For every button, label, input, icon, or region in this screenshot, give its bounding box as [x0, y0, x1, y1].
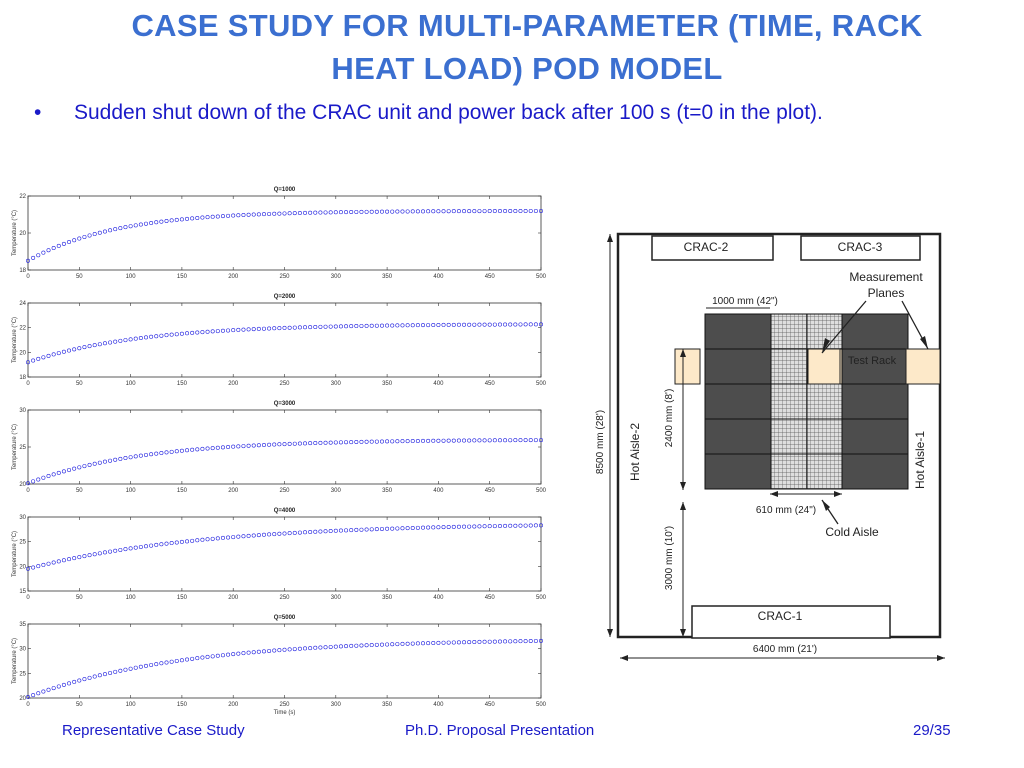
x-tick-label: 500	[535, 595, 547, 601]
y-tick-label: 25	[19, 671, 26, 678]
cold-aisle-tile	[771, 454, 807, 489]
server-rack	[705, 349, 771, 384]
x-tick-label: 300	[330, 381, 341, 387]
plot-4	[12, 508, 547, 601]
cold-aisle-tile	[807, 384, 842, 419]
x-tick-label: 50	[75, 274, 83, 280]
x-axis-label: Time (s)	[273, 710, 296, 716]
bottom-dimension: 3000 mm (10')	[664, 525, 675, 591]
x-tick-label: 100	[125, 488, 136, 494]
x-tick-label: 150	[176, 702, 187, 708]
y-tick-label: 30	[19, 646, 26, 653]
y-tick-label: 35	[19, 622, 26, 628]
data-center-layout-diagram	[590, 228, 960, 668]
x-tick-label: 0	[26, 274, 30, 280]
y-tick-label: 20	[19, 231, 26, 237]
plot-5	[12, 615, 547, 716]
height-arrow-top	[607, 234, 613, 242]
x-tick-label: 200	[228, 595, 239, 601]
y-axis-label: Temperature (°C)	[12, 423, 18, 471]
y-tick-label: 20	[19, 564, 26, 571]
y-tick-label: 18	[19, 375, 26, 381]
width-arrow-right	[937, 655, 945, 661]
x-tick-label: 150	[176, 381, 187, 387]
server-rack	[842, 314, 908, 349]
cold-aisle-tile	[771, 314, 807, 349]
title-line-1: CASE STUDY FOR MULTI-PARAMETER (TIME, RACK	[131, 8, 923, 43]
plot-title: Q=1000	[273, 187, 296, 193]
y-tick-label: 22	[19, 325, 26, 332]
bullet-dot-icon: •	[34, 101, 42, 124]
server-rack	[705, 419, 771, 454]
title-line-2: HEAT LOAD) POD MODEL	[331, 51, 723, 86]
x-tick-label: 450	[484, 274, 495, 280]
x-tick-label: 350	[382, 488, 393, 494]
y-tick-label: 20	[19, 482, 26, 488]
y-axis-label: Temperature (°C)	[12, 209, 18, 257]
x-tick-label: 100	[125, 702, 136, 708]
crac-2-label: CRAC-2	[683, 240, 729, 254]
cold-aisle-label: Cold Aisle	[825, 525, 879, 539]
x-tick-label: 350	[382, 702, 393, 708]
y-tick-label: 18	[19, 268, 26, 274]
hot-aisle-2-label: Hot Aisle-2	[628, 422, 642, 482]
x-tick-label: 0	[26, 595, 30, 601]
x-tick-label: 500	[535, 702, 547, 708]
x-tick-label: 400	[433, 274, 444, 280]
x-tick-label: 0	[26, 381, 30, 387]
crac-1-label: CRAC-1	[757, 609, 803, 623]
footer-left: Representative Case Study	[62, 722, 245, 739]
x-tick-label: 450	[484, 595, 495, 601]
x-tick-label: 300	[330, 274, 341, 280]
rack-row-dimension: 2400 mm (8')	[664, 388, 675, 448]
plot-axes-box	[28, 624, 541, 698]
width-arrow-left	[620, 655, 628, 661]
footer-center: Ph.D. Proposal Presentation	[405, 722, 595, 739]
x-tick-label: 250	[279, 595, 290, 601]
cold-aisle-dimension: 610 mm (24")	[755, 505, 817, 516]
plot-axes-box	[28, 303, 541, 377]
x-tick-label: 400	[433, 488, 444, 494]
cold-aisle-tile	[771, 419, 807, 454]
server-rack	[842, 454, 908, 489]
plot-title: Q=2000	[273, 294, 296, 300]
test-rack-cell-2	[808, 349, 840, 384]
test-rack-cell	[675, 349, 700, 384]
height-arrow-bottom	[607, 629, 613, 637]
cold-aisle-tile	[771, 349, 807, 384]
bullet-item	[34, 101, 823, 125]
x-tick-label: 200	[228, 381, 239, 387]
height-dimension: 8500 mm (28')	[595, 409, 606, 475]
measurement-label-1: Measurement	[849, 270, 923, 284]
cold-aisle-tile	[807, 419, 842, 454]
y-tick-label: 24	[19, 301, 26, 307]
y-axis-label: Temperature (°C)	[12, 316, 18, 364]
bullet-text: Sudden shut down of the CRAC unit and power back after 100 s (t=0 in the plot).	[74, 101, 823, 124]
x-tick-label: 250	[279, 702, 290, 708]
plot-2	[12, 294, 547, 387]
x-tick-label: 100	[125, 274, 136, 280]
x-tick-label: 400	[433, 595, 444, 601]
y-tick-label: 25	[19, 445, 26, 451]
x-tick-label: 450	[484, 488, 495, 494]
x-tick-label: 200	[228, 274, 239, 280]
temperature-plots	[8, 178, 548, 723]
plot-title: Q=3000	[273, 401, 296, 407]
server-rack	[705, 454, 771, 489]
x-tick-label: 250	[279, 274, 290, 280]
y-axis-label: Temperature (°C)	[12, 637, 18, 685]
cold-aisle-tile	[807, 454, 842, 489]
hot-aisle-1-label: Hot Aisle-1	[913, 430, 927, 490]
x-tick-label: 200	[228, 702, 239, 708]
x-tick-label: 150	[176, 488, 187, 494]
y-axis-label: Temperature (°C)	[12, 530, 18, 578]
x-tick-label: 250	[279, 488, 290, 494]
x-tick-label: 50	[75, 595, 83, 601]
x-tick-label: 150	[176, 274, 187, 280]
footer-page-number: 29/35	[913, 722, 951, 739]
x-tick-label: 200	[228, 488, 239, 494]
x-tick-label: 100	[125, 381, 136, 387]
x-tick-label: 350	[382, 274, 393, 280]
y-tick-label: 30	[19, 515, 26, 521]
x-tick-label: 50	[75, 702, 83, 708]
server-rack	[842, 384, 908, 419]
x-tick-label: 400	[433, 381, 444, 387]
y-tick-label: 20	[19, 696, 26, 702]
x-tick-label: 500	[535, 274, 547, 280]
test-rack-extension	[906, 349, 940, 384]
x-tick-label: 0	[26, 702, 30, 708]
y-tick-label: 30	[19, 408, 26, 414]
measurement-label-2: Planes	[867, 286, 905, 300]
slide-title	[0, 4, 1024, 90]
x-tick-label: 500	[535, 381, 547, 387]
plot-1	[12, 187, 547, 280]
x-tick-label: 350	[382, 381, 393, 387]
x-tick-label: 350	[382, 595, 393, 601]
plot-3	[12, 401, 547, 494]
x-tick-label: 450	[484, 702, 495, 708]
server-rack	[842, 419, 908, 454]
plot-title: Q=4000	[273, 508, 296, 514]
x-tick-label: 150	[176, 595, 187, 601]
x-tick-label: 100	[125, 595, 136, 601]
x-tick-label: 300	[330, 702, 341, 708]
server-rack	[705, 384, 771, 419]
plot-axes-box	[28, 410, 541, 484]
cold-aisle-tile	[771, 384, 807, 419]
y-tick-label: 25	[19, 539, 26, 546]
y-tick-label: 15	[19, 589, 26, 595]
x-tick-label: 300	[330, 595, 341, 601]
crac-3-label: CRAC-3	[837, 240, 883, 254]
test-rack-label: Test Rack	[847, 355, 897, 367]
server-rack	[705, 314, 771, 349]
rack-grid	[705, 314, 908, 489]
x-tick-label: 300	[330, 488, 341, 494]
y-tick-label: 20	[19, 350, 26, 357]
x-tick-label: 0	[26, 488, 30, 494]
width-dimension: 6400 mm (21')	[752, 644, 818, 655]
x-tick-label: 50	[75, 488, 83, 494]
x-tick-label: 500	[535, 488, 547, 494]
x-tick-label: 250	[279, 381, 290, 387]
x-tick-label: 50	[75, 381, 83, 387]
plot-title: Q=5000	[273, 615, 296, 621]
x-tick-label: 400	[433, 702, 444, 708]
y-tick-label: 22	[19, 194, 26, 200]
rack-width-dimension: 1000 mm (42")	[712, 296, 778, 307]
slide-footer	[0, 722, 1024, 742]
x-tick-label: 450	[484, 381, 495, 387]
